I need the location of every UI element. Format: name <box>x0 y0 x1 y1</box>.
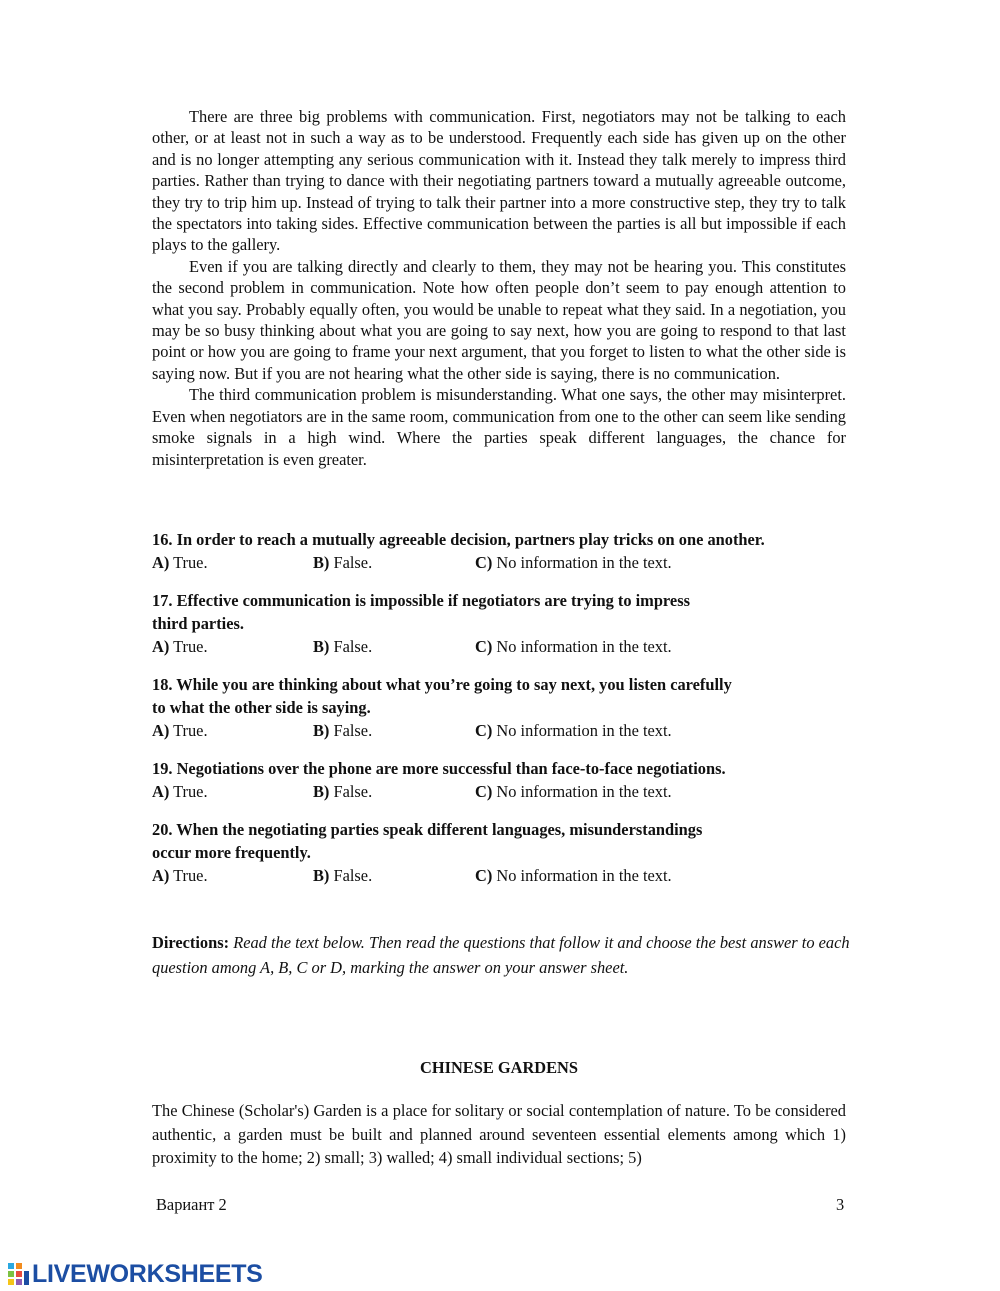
option-text: No information in the text. <box>492 721 672 740</box>
directions-block <box>152 930 852 980</box>
option-text: No information in the text. <box>492 782 672 801</box>
option-letter: B) <box>313 866 330 885</box>
option-a[interactable] <box>152 551 208 574</box>
garden-paragraph: The Chinese (Scholar's) Garden is a place for solitary or social contemplation of nature. To be considered authentic, a garden must be built and planned around seventeen essential elements among which 1) proximity to the home; 2) small; 3) walled; 4) small individual sections; 5) <box>152 1101 846 1167</box>
liveworksheets-logo <box>8 1260 263 1288</box>
option-a[interactable] <box>152 864 208 887</box>
option-b[interactable] <box>313 719 372 742</box>
question-list <box>152 528 852 888</box>
option-text: False. <box>329 782 373 801</box>
option-letter: C) <box>475 782 493 801</box>
option-a[interactable] <box>152 780 208 803</box>
option-text: True. <box>169 637 208 656</box>
option-text: True. <box>169 553 208 572</box>
option-letter: B) <box>313 553 330 572</box>
option-b[interactable] <box>313 864 372 887</box>
option-letter: C) <box>475 721 493 740</box>
option-b[interactable] <box>313 780 372 803</box>
option-letter: C) <box>475 637 493 656</box>
answer-options <box>152 780 852 804</box>
passage-paragraph-2: Even if you are talking directly and clearly to them, they may not be hearing you. This constitutes the second problem in communication. Note how often people don’t seem to pay enough attention to what you say. Probably equally often, you would be unable to repeat what they said. In a negotiation, you may be so busy thinking about what you are going to say next, how you are going to respond to that last point or how you are going to frame your next argument, that you forget to listen to what the other side is saying now. But if you are not hearing what the other side is saying, there is no communication. <box>152 256 846 383</box>
option-text: True. <box>169 721 208 740</box>
option-c[interactable] <box>475 551 672 574</box>
option-c[interactable] <box>475 635 672 658</box>
answer-options <box>152 864 852 888</box>
option-letter: C) <box>475 866 493 885</box>
variant-label: Вариант 2 <box>156 1195 227 1214</box>
option-letter: B) <box>313 721 330 740</box>
question-19 <box>152 757 852 804</box>
brand-name: LIVEWORKSHEETS <box>32 1259 263 1288</box>
option-text: True. <box>169 866 208 885</box>
option-letter: B) <box>313 637 330 656</box>
option-letter: A) <box>152 782 170 801</box>
directions-text: Read the text below. Then read the questions that follow it and choose the best answer to each question among A, B, C or D, marking the answer on your answer sheet. <box>152 933 850 977</box>
passage-paragraph-3: The third communication problem is misunderstanding. What one says, the other may misinterpret. Even when negotiators are in the same room, communication from one to the other can seem like sending smoke signals in a high wind. Where the parties speak different languages, the chance for misinterpretation is even greater. <box>152 385 846 469</box>
option-letter: A) <box>152 553 170 572</box>
option-letter: A) <box>152 721 170 740</box>
question-20 <box>152 818 852 888</box>
passage-paragraph-1: There are three big problems with communication. First, negotiators may not be talking to each other, or at least not in such a way as to be understood. Frequently each side has given up on the other and is no longer attempting any serious communication with it. Instead they talk merely to impress third parties. Rather than trying to dance with their negotiating partners toward a mutually agreeable outcome, they try to trip him up. Instead of trying to talk their partner into a more constructive step, they try to talk the spectators into taking sides. Effective communication between the parties is all but impossible if each plays to the gallery. <box>152 107 846 255</box>
question-16 <box>152 528 852 575</box>
answer-options <box>152 635 852 659</box>
option-text: False. <box>329 553 373 572</box>
question-18 <box>152 673 852 743</box>
option-letter: A) <box>152 866 170 885</box>
question-stem: 19. Negotiations over the phone are more successful than face-to-face negotiations. <box>152 759 726 778</box>
option-text: False. <box>329 866 373 885</box>
question-stem: 20. When the negotiating parties speak different languages, misunderstandings occur more frequently. <box>152 820 703 862</box>
question-stem: 16. In order to reach a mutually agreeable decision, partners play tricks on one another. <box>152 530 765 549</box>
directions-label: Directions: <box>152 933 230 952</box>
question-stem: 17. Effective communication is impossible if negotiators are trying to impress third parties. <box>152 591 690 633</box>
option-letter: C) <box>475 553 493 572</box>
section-title: CHINESE GARDENS <box>419 1058 579 1077</box>
option-b[interactable] <box>313 635 372 658</box>
option-letter: B) <box>313 782 330 801</box>
question-stem: 18. While you are thinking about what you’re going to say next, you listen carefully to what the other side is saying. <box>152 675 732 717</box>
option-c[interactable] <box>475 719 672 742</box>
option-c[interactable] <box>475 780 672 803</box>
answer-options <box>152 551 852 575</box>
option-b[interactable] <box>313 551 372 574</box>
answer-options <box>152 719 852 743</box>
question-17 <box>152 589 852 659</box>
option-text: True. <box>169 782 208 801</box>
option-text: No information in the text. <box>492 866 672 885</box>
liveworksheets-icon <box>8 1261 30 1287</box>
reading-passage <box>152 106 846 470</box>
option-text: No information in the text. <box>492 553 672 572</box>
option-c[interactable] <box>475 864 672 887</box>
page-number: 3 <box>836 1195 845 1214</box>
option-text: False. <box>329 637 373 656</box>
option-text: False. <box>329 721 373 740</box>
option-a[interactable] <box>152 635 208 658</box>
option-letter: A) <box>152 637 170 656</box>
option-a[interactable] <box>152 719 208 742</box>
option-text: No information in the text. <box>492 637 672 656</box>
